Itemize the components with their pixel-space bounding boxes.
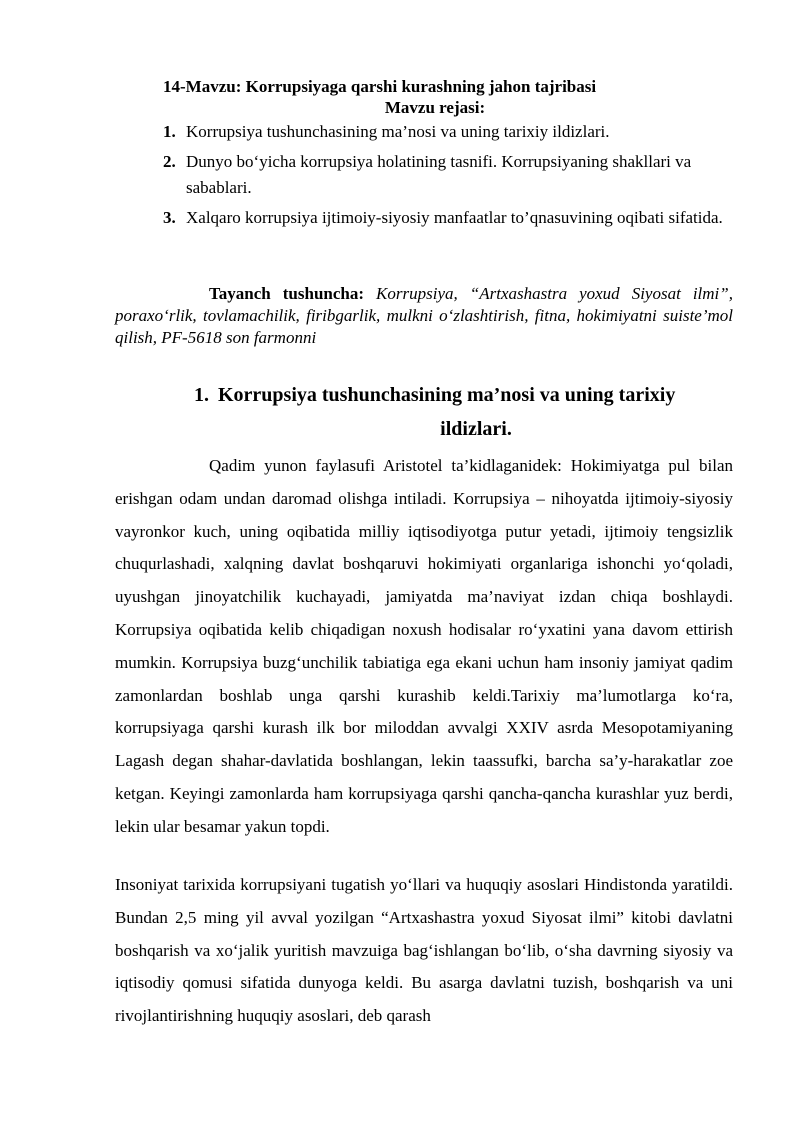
- keywords-block: [115, 283, 733, 349]
- section-title-line-2: ildizlari.: [440, 418, 512, 440]
- plan-list: [163, 119, 743, 235]
- plan-item-number: 2.: [163, 152, 176, 171]
- plan-item-text: Korrupsiya tushunchasining ma’nosi va uning tarixiy ildizlari.: [186, 122, 610, 141]
- plan-title: Mavzu rejasi:: [384, 98, 486, 117]
- section-number: 1.: [194, 384, 209, 406]
- section-title-line-1: Korrupsiya tushunchasining ma’nosi va uning tarixiy: [218, 384, 676, 406]
- body-paragraph-2: Insoniyat tarixida korrupsiyani tugatish yo‘llari va huquqiy asoslari Hindistonda yaratildi. Bundan 2,5 ming yil avval yozilgan “Artxashastra yoxud Siyosat ilmi” kitobi davlatni boshqarish va xo‘jalik yuritish mavzuiga bag‘ishlangan bo‘lib, o‘sha davrning siyosiy va iqtisodiy qomusi sifatida dunyoga keldi. Bu asarga davlatni tuzish, boshqarish va uni rivojlantirishning huquqiy asoslari, deb qarash: [115, 875, 733, 1026]
- plan-item-text: Dunyo bo‘yicha korrupsiya holatining tasnifi. Korrupsiyaning shakllari va sabablari.: [186, 152, 692, 197]
- section-title: [218, 378, 734, 446]
- plan-item-text: Xalqaro korrupsiya ijtimoiy-siyosiy manfaatlar to’qnasuvining oqibati sifatida.: [186, 208, 723, 227]
- section-heading: [194, 378, 734, 446]
- body-paragraph-1: Qadim yunon faylasufi Aristotel ta’kidlaganidek: Hokimiyatga pul bilan erishgan odam undan daromad olishga intiladi. Korrupsiya – nihoyatda ijtimoiy-siyosiy vayronkor kuch, uning oqibatida milliy iqtisodiyotga putur yetadi, ijtimoiy tengsizlik chuqurlashadi, xalqning davlat boshqaruvi hokimiyati organlariga ishonchi yo‘qoladi, uyushgan jinoyatchilik kuchayadi, jamiyatda ma’naviyat izdan chiqa boshlaydi. Korrupsiya oqibatida kelib chiqadigan noxush hodisalar ro‘yxatini yana davom ettirish mumkin. Korrupsiya buzg‘unchilik tabiatiga ega ekani uchun ham insoniy jamiyat qadim zamonlardan boshlab unga qarshi kurashib keldi.Tarixiy ma’lumotlarga ko‘ra, korrupsiyaga qarshi kurash ilk bor miloddan avvalgi XXIV asrda Mesopotamiyaning Lagash degan shahar-davlatida boshlangan, lekin taassufki, barcha sa’y-harakatlar zoe ketgan. Keyingi zamonlarda ham korrupsiyaga qarshi qancha-qancha kurashlar yuz berdi, lekin ular besamar yakun topdi.: [115, 456, 733, 836]
- plan-item: [163, 205, 743, 231]
- keywords-text: Korrupsiya, “Artxashastra yoxud Siyosat ilmi”, poraxo‘rlik, tovlamachilik, firibgarlik, mulkni o‘zlashtirish, fitna, hokimiyatni suiste’mol qilish, PF-5618 son farmonni: [115, 284, 733, 347]
- topic-title: 14-Mavzu: Korrupsiyaga qarshi kurashning jahon tajribasi: [163, 77, 597, 96]
- keywords-label: Tayanch tushuncha:: [209, 284, 365, 303]
- plan-item-number: 3.: [163, 208, 176, 227]
- plan-item-number: 1.: [163, 122, 176, 141]
- plan-item: [163, 149, 743, 201]
- plan-item: [163, 119, 743, 145]
